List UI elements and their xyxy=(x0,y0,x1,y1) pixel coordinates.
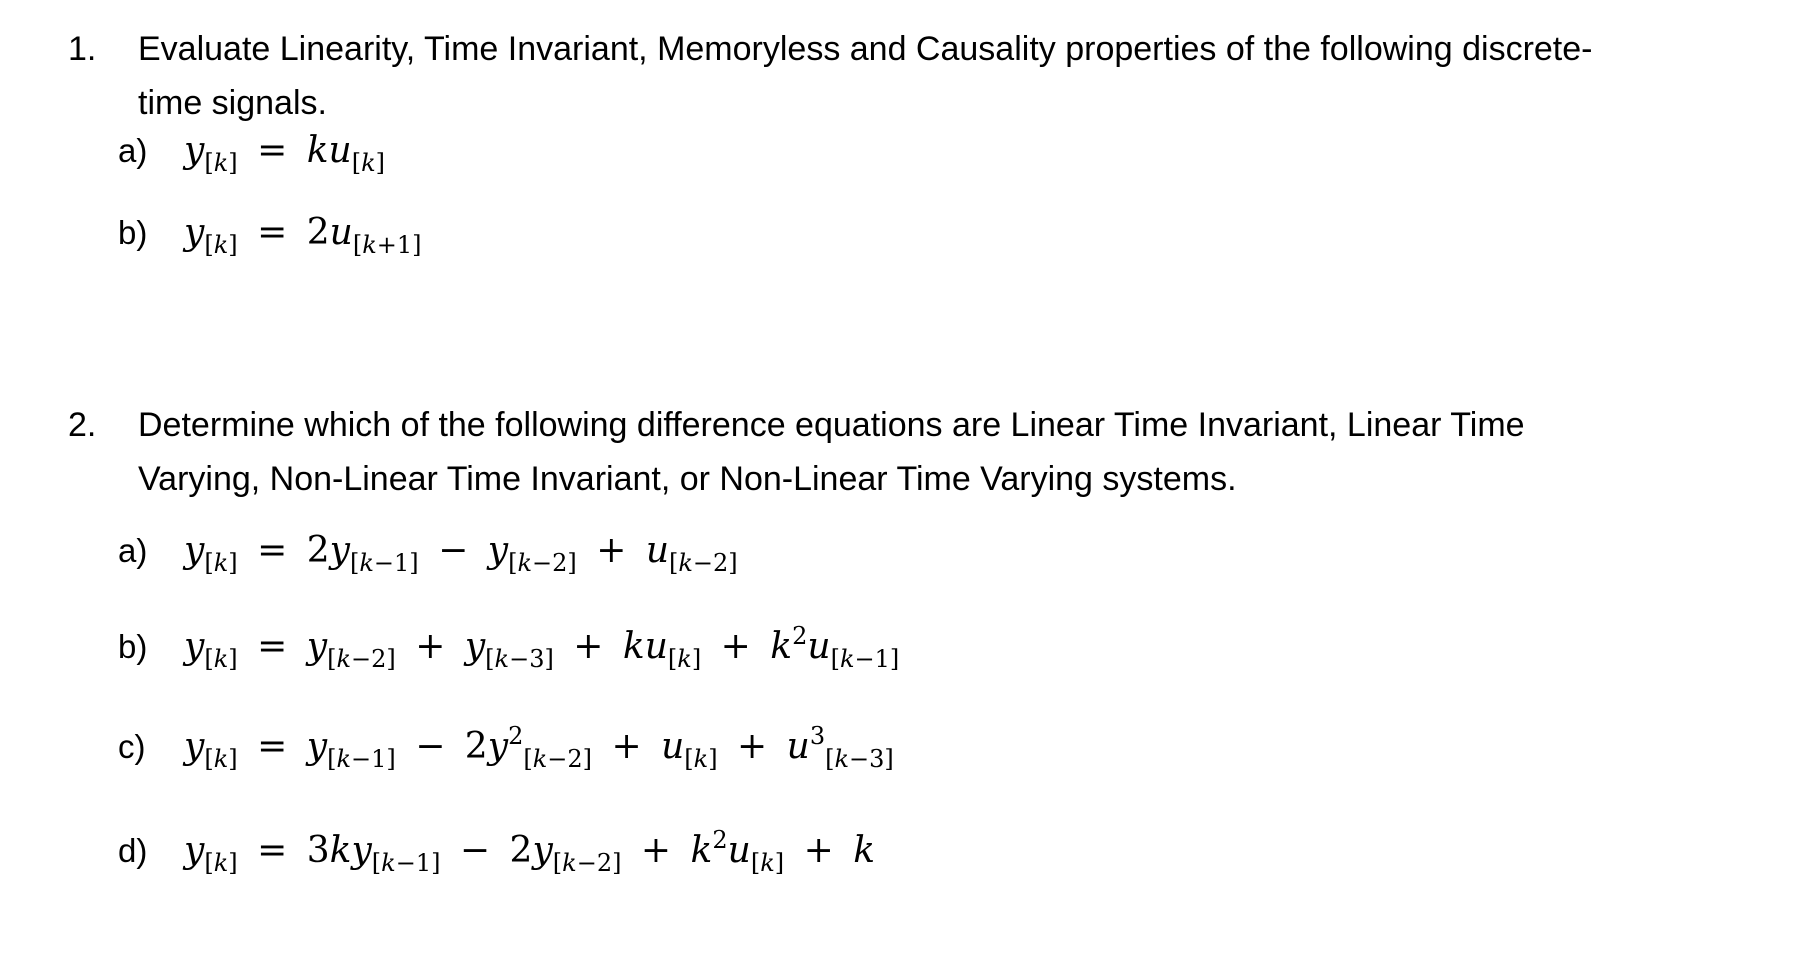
question-1-text-line-2: time signals. xyxy=(138,84,327,122)
question-2-number: 2. xyxy=(68,406,97,444)
item-label: b) xyxy=(118,628,148,665)
equation-1a: $y_{[k]} = ku_{[k]}$ xyxy=(184,130,386,177)
equation-2c: $y_{[k]} = y_{[k-1]} - 2y^2_{[k-2]} + u_{[k]} + u^3_{[k-3]}$ xyxy=(184,722,894,773)
question-1-item-b xyxy=(118,212,421,272)
item-label: a) xyxy=(118,532,148,569)
item-label: c) xyxy=(118,728,146,765)
question-1-header xyxy=(68,22,1688,130)
item-label: b) xyxy=(118,214,148,251)
item-label: d) xyxy=(118,832,148,869)
item-label: a) xyxy=(118,132,148,169)
question-2-item-d xyxy=(118,826,875,886)
question-2-text-line-1: Determine which of the following difference equations are Linear Time Invariant, Linear Time xyxy=(138,406,1525,444)
question-2-item-a xyxy=(118,530,738,590)
question-2 xyxy=(68,398,1688,506)
question-2-text-line-2: Varying, Non-Linear Time Invariant, or Non-Linear Time Varying systems. xyxy=(138,460,1237,498)
question-2-item-b xyxy=(118,622,899,682)
question-2-item-c xyxy=(118,722,894,782)
question-1 xyxy=(68,22,1688,130)
question-1-item-a xyxy=(118,130,385,190)
question-1-text xyxy=(138,22,1688,130)
question-2-text xyxy=(138,398,1688,506)
equation-2b: $y_{[k]} = y_{[k-2]} + y_{[k-3]} + ku_{[k]} + k^2u_{[k-1]}$ xyxy=(184,622,900,673)
question-2-header xyxy=(68,398,1688,506)
question-1-text-line-1: Evaluate Linearity, Time Invariant, Memoryless and Causality properties of the following discrete- xyxy=(138,30,1593,68)
question-1-number: 1. xyxy=(68,30,97,68)
equation-2d: $y_{[k]} = 3ky_{[k-1]} - 2y_{[k-2]} + k^2u_{[k]} + k$ xyxy=(184,826,876,877)
equation-2a: $y_{[k]} = 2y_{[k-1]} - y_{[k-2]} + u_{[k-2]}$ xyxy=(184,530,738,577)
equation-1b: $y_{[k]} = 2u_{[k+1]}$ xyxy=(184,212,422,259)
